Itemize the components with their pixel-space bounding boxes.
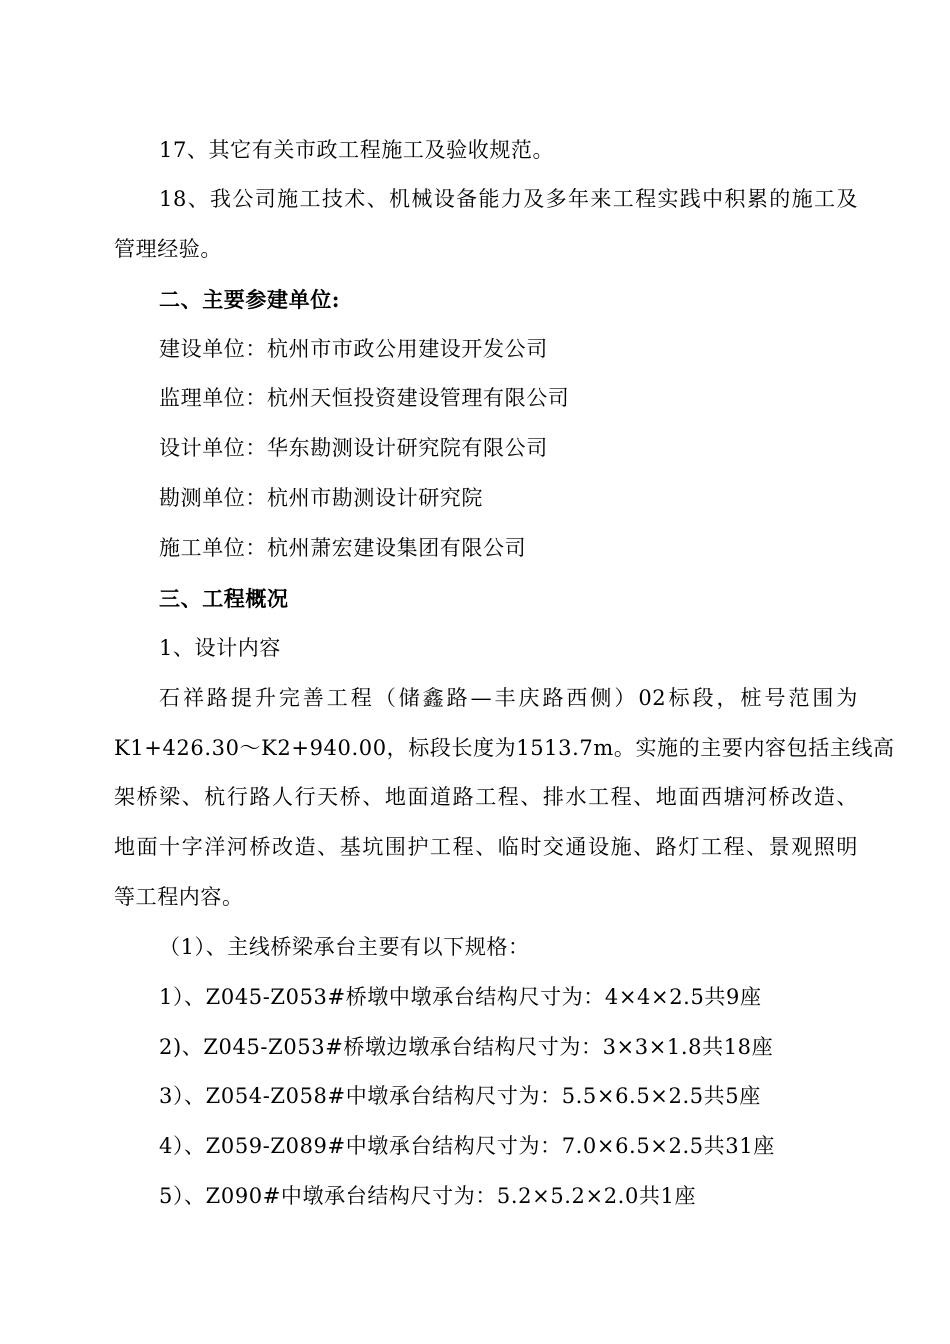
spec-item-2: 2)、Z045-Z053#桥墩边墩承台结构尺寸为：3×3×1.8共18座 — [159, 1035, 774, 1059]
unit-designer: 设计单位：华东勘测设计研究院有限公司 — [159, 436, 548, 460]
unit-supervisor: 监理单位：杭州天恒投资建设管理有限公司 — [159, 386, 570, 410]
reference-item-17: 17、其它有关市政工程施工及验收规范。 — [159, 138, 555, 162]
subsection-design-content: 1、设计内容 — [159, 636, 281, 660]
spec-item-4: 4）、Z059-Z089#中墩承台结构尺寸为：7.0×6.5×2.5共31座 — [159, 1134, 775, 1158]
spec-list-heading: （1）、主线桥梁承台主要有以下规格： — [159, 935, 530, 959]
overview-paragraph-line-4: 地面十字洋河桥改造、基坑围护工程、临时交通设施、路灯工程、景观照明 — [114, 835, 858, 859]
spec-item-1: 1）、Z045-Z053#桥墩中墩承台结构尺寸为：4×4×2.5共9座 — [159, 985, 762, 1009]
reference-item-18-line-2: 管理经验。 — [114, 237, 222, 261]
spec-item-5: 5）、Z090#中墩承台结构尺寸为：5.2×5.2×2.0共1座 — [159, 1184, 697, 1208]
unit-surveyor: 勘测单位：杭州市勘测设计研究院 — [159, 486, 483, 510]
overview-paragraph-line-1: 石祥路提升完善工程（储鑫路—丰庆路西侧）02标段，桩号范围为 — [159, 686, 858, 710]
overview-paragraph-line-5: 等工程内容。 — [114, 885, 244, 909]
section-2-heading: 二、主要参建单位: — [159, 287, 341, 312]
unit-construction-owner: 建设单位：杭州市市政公用建设开发公司 — [159, 337, 548, 361]
reference-item-18-line-1: 18、我公司施工技术、机械设备能力及多年来工程实践中积累的施工及 — [159, 187, 858, 211]
unit-contractor: 施工单位：杭州萧宏建设集团有限公司 — [159, 536, 527, 560]
overview-paragraph-line-2: K1+426.30～K2+940.00，标段长度为1513.7m。实施的主要内容包括主线高 — [114, 736, 895, 760]
spec-item-3: 3）、Z054-Z058#中墩承台结构尺寸为：5.5×6.5×2.5共5座 — [159, 1084, 761, 1108]
section-3-heading: 三、工程概况 — [159, 586, 289, 611]
overview-paragraph-line-3: 架桥梁、杭行路人行天桥、地面道路工程、排水工程、地面西塘河桥改造、 — [114, 785, 858, 809]
